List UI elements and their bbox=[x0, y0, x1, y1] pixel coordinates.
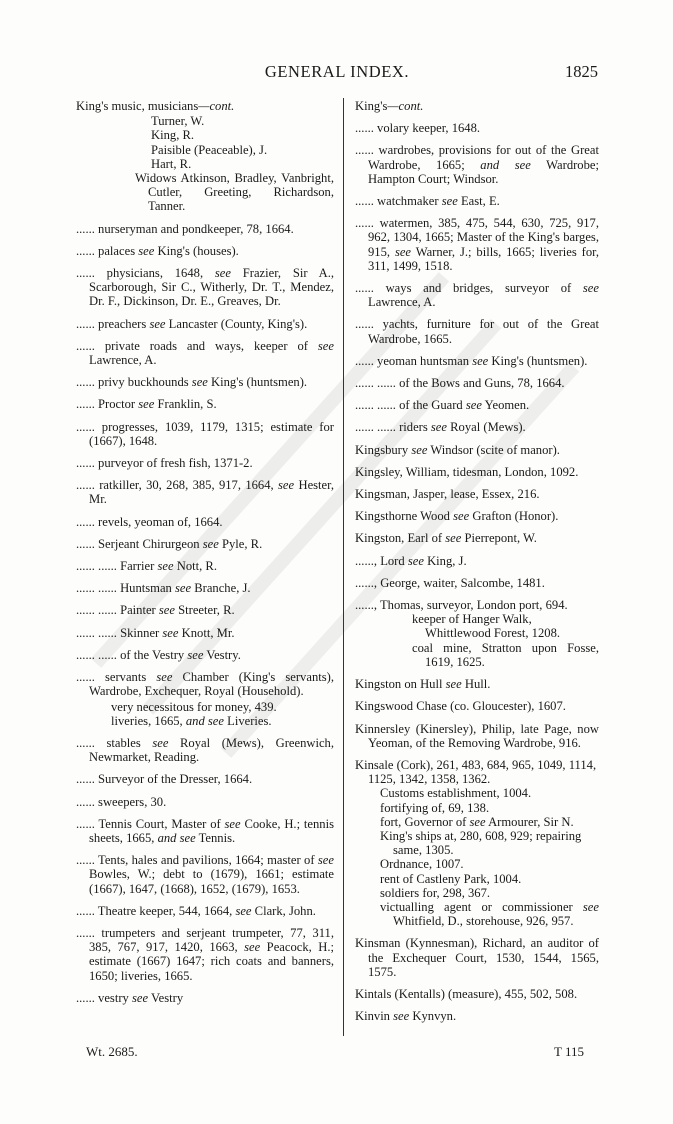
index-entry: Kinnersley (Kinersley), Philip, late Page, now Yeoman, of the Removing Wardrobe, 916. bbox=[355, 721, 599, 750]
index-entry: ...... ratkiller, 30, 268, 385, 917, 1664, see Hester, Mr. bbox=[76, 478, 334, 507]
index-heading: King's—cont. bbox=[355, 99, 424, 113]
index-entry: Kinsale (Cork), 261, 483, 684, 965, 1049, 1114, 1125, 1342, 1358, 1362. bbox=[355, 757, 597, 787]
index-entry: ...... Theatre keeper, 544, 1664, see Clark, John. bbox=[76, 903, 316, 918]
index-entry: ...... palaces see King's (houses). bbox=[76, 243, 239, 258]
index-subentry: keeper of Hanger Walk, Whittlewood Forest, 1208. bbox=[412, 612, 561, 641]
index-entry: ...... ways and bridges, surveyor of see Lawrence, A. bbox=[355, 281, 599, 310]
index-subentry: fortifying of, 69, 138. bbox=[380, 800, 490, 815]
index-entry: ...... revels, yeoman of, 1664. bbox=[76, 514, 223, 529]
footer-signature-mark: T 115 bbox=[554, 1044, 584, 1059]
index-entry: Kingsbury see Windsor (scite of manor). bbox=[355, 442, 560, 457]
index-subentry: King, R. bbox=[151, 128, 195, 143]
index-entry: Kingston, Earl of see Pierrepont, W. bbox=[355, 531, 537, 546]
index-entry: ...... yachts, furniture for out of the Great Wardrobe, 1665. bbox=[355, 317, 599, 346]
index-subentry: very necessitous for money, 439. bbox=[111, 699, 277, 714]
index-entry: ...... ...... Huntsman see Branche, J. bbox=[76, 581, 251, 596]
index-entry: ...... Proctor see Franklin, S. bbox=[76, 397, 217, 412]
index-subentry: Hart, R. bbox=[151, 156, 192, 171]
index-entry: ...... ...... of the Bows and Guns, 78, 1664. bbox=[355, 376, 565, 391]
index-entry: ......, George, waiter, Salcombe, 1481. bbox=[355, 575, 545, 590]
index-entry: ...... private roads and ways, keeper of see Lawrence, A. bbox=[76, 338, 334, 368]
index-entry: ...... Tennis Court, Master of see Cooke, H.; tennis sheets, 1665, and see Tennis. bbox=[76, 816, 334, 845]
index-entry: ...... servants see Chamber (King's servants), Wardrobe, Exchequer, Royal (Household). bbox=[76, 670, 334, 699]
page-number: 1825 bbox=[565, 62, 598, 81]
index-entry: ...... purveyor of fresh fish, 1371-2. bbox=[76, 456, 253, 471]
index-entry: ...... ...... Skinner see Knott, Mr. bbox=[76, 625, 235, 640]
index-subentry: victualling agent or commissioner see Whitfield, D., storehouse, 926, 957. bbox=[380, 899, 599, 929]
index-subentry: Ordnance, 1007. bbox=[380, 857, 464, 872]
index-entry: Kinsman (Kynnesman), Richard, an auditor of the Exchequer Court, 1530, 1544, 1565, 1575. bbox=[355, 936, 599, 979]
index-entry: ...... ...... Farrier see Nott, R. bbox=[76, 559, 217, 574]
footer-print-mark: Wt. 2685. bbox=[86, 1044, 138, 1059]
index-subentry: King's ships at, 280, 608, 929; repairing same, 1305. bbox=[380, 828, 582, 858]
page-header bbox=[76, 62, 598, 86]
right-column bbox=[355, 99, 599, 1031]
index-entry: ...... progresses, 1039, 1179, 1315; estimate for (1667), 1648. bbox=[76, 419, 334, 448]
index-entry: Kingston on Hull see Hull. bbox=[355, 677, 491, 692]
index-entry: ......, Lord see King, J. bbox=[355, 553, 467, 568]
index-entry: ...... physicians, 1648, see Frazier, Sir A., Scarborough, Sir C., Witherly, Dr. T., Mendez, Dr. F., Dickinson, Dr. E., Greaves, Dr. bbox=[76, 266, 334, 309]
index-subentry: liveries, 1665, and see Liveries. bbox=[111, 713, 272, 728]
index-subentry: Customs establishment, 1004. bbox=[380, 786, 532, 801]
index-entry: ...... vestry see Vestry bbox=[76, 990, 184, 1005]
index-subentry: soldiers for, 298, 367. bbox=[380, 885, 491, 900]
index-entry: Kingsthorne Wood see Grafton (Honor). bbox=[355, 509, 559, 524]
index-entry: ...... wardrobes, provisions for out of the Great Wardrobe, 1665; and see Wardrobe; Hampton Court; Windsor. bbox=[355, 143, 599, 186]
index-entry: ...... ...... of the Vestry see Vestry. bbox=[76, 647, 241, 662]
column-divider bbox=[343, 98, 344, 1036]
index-entry: Kintals (Kentalls) (measure), 455, 502, 508. bbox=[355, 986, 578, 1001]
index-subentry: rent of Castleny Park, 1004. bbox=[380, 871, 522, 886]
index-entry: ...... privy buckhounds see King's (huntsmen). bbox=[76, 375, 308, 390]
index-entry: ...... Serjeant Chirurgeon see Pyle, R. bbox=[76, 536, 263, 551]
index-entry: ...... Tents, hales and pavilions, 1664; master of see Bowles, W.; debt to (1679), 1661; estimate (1667), 1647, (1668), 1652, (1679), 1653. bbox=[76, 853, 334, 896]
index-entry: ...... trumpeters and serjeant trumpeter, 77, 311, 385, 767, 917, 1420, 1663, see Peacock, H.; estimate (1667) 1647; rich coats and banners, 1650; liveries, 1665. bbox=[76, 925, 334, 983]
index-subentry: fort, Governor of see Armourer, Sir N. bbox=[380, 814, 574, 829]
left-column bbox=[76, 99, 334, 1013]
index-entry: ...... watermen, 385, 475, 544, 630, 725, 917, 962, 1304, 1665; Master of the King's barges, 915, see Warner, J.; bills, 1665; liveries for, 311, 1499, 1518. bbox=[355, 216, 600, 273]
index-subentry: Paisible (Peaceable), J. bbox=[151, 142, 268, 157]
index-entry: Kinvin see Kynvyn. bbox=[355, 1009, 457, 1024]
index-entry: ...... yeoman huntsman see King's (huntsmen). bbox=[355, 353, 588, 368]
index-entry: ...... watchmaker see East, E. bbox=[355, 194, 500, 209]
index-subentry: Turner, W. bbox=[151, 114, 205, 129]
index-entry: ......, Thomas, surveyor, London port, 694. bbox=[355, 598, 568, 613]
index-entry: ...... stables see Royal (Mews), Greenwich, Newmarket, Reading. bbox=[76, 735, 334, 765]
index-heading: King's music, musicians—cont. bbox=[76, 99, 235, 113]
index-entry: ...... ...... of the Guard see Yeomen. bbox=[355, 398, 530, 413]
index-subentry: coal mine, Stratton upon Fosse, 1619, 1625. bbox=[412, 640, 599, 669]
index-entry: ...... ...... Painter see Streeter, R. bbox=[76, 603, 235, 618]
index-entry: Kingsley, William, tidesman, London, 1092. bbox=[355, 464, 579, 479]
index-entry: Kingswood Chase (co. Gloucester), 1607. bbox=[355, 699, 566, 714]
index-entry: ...... nurseryman and pondkeeper, 78, 1664. bbox=[76, 221, 294, 236]
index-entry: ...... volary keeper, 1648. bbox=[355, 121, 481, 136]
index-entry: Kingsman, Jasper, lease, Essex, 216. bbox=[355, 487, 540, 502]
index-entry: ...... preachers see Lancaster (County, King's). bbox=[76, 316, 308, 331]
page-title: GENERAL INDEX. bbox=[264, 62, 410, 81]
index-entry: ...... ...... riders see Royal (Mews). bbox=[355, 420, 526, 435]
index-entry: ...... Surveyor of the Dresser, 1664. bbox=[76, 772, 253, 787]
index-subentry: Widows Atkinson, Bradley, Vanbright, Cutler, Greeting, Richardson, Tanner. bbox=[135, 171, 334, 214]
index-entry: ...... sweepers, 30. bbox=[76, 794, 167, 809]
